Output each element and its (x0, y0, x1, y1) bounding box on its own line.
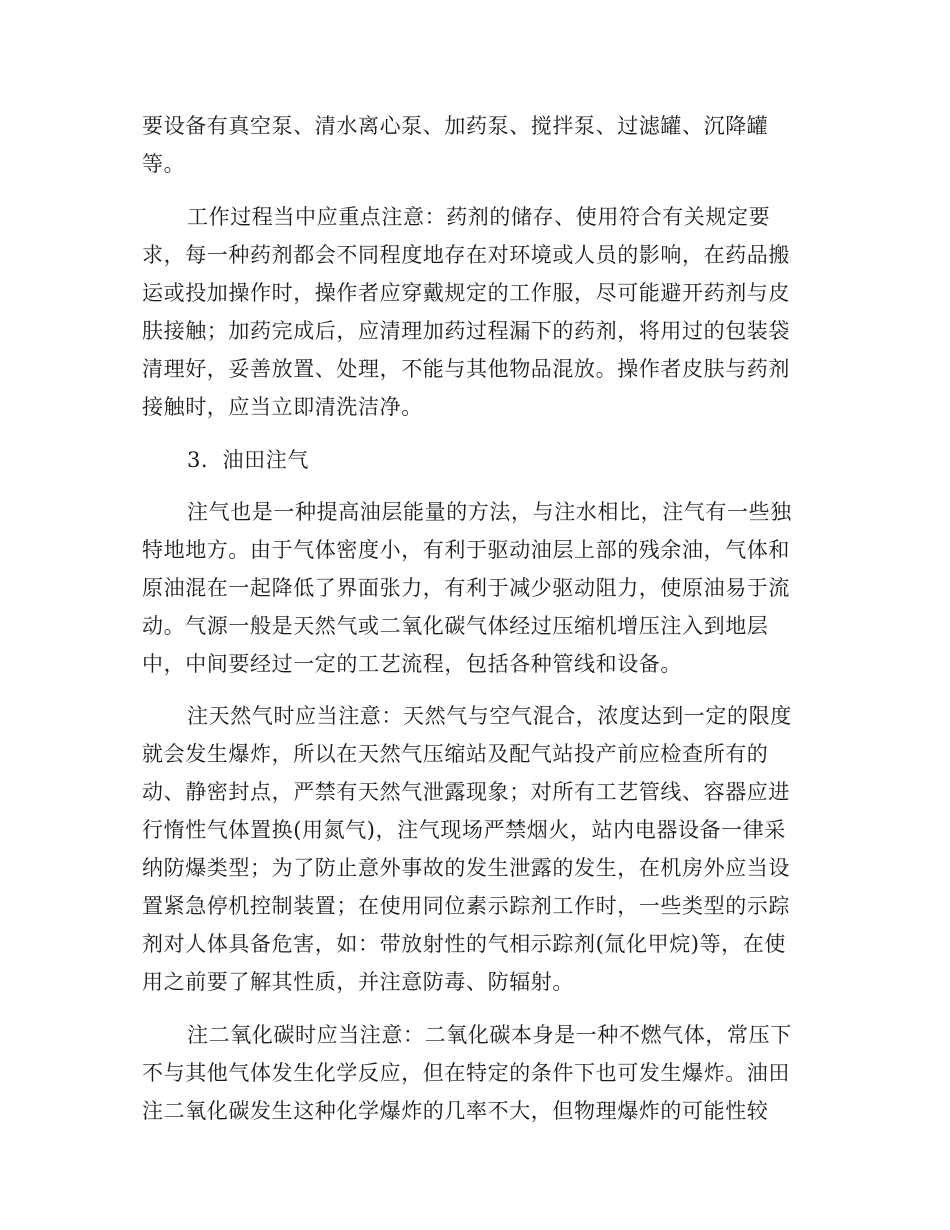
text-line: 接触时，应当立即清洗洁净。 (142, 395, 423, 419)
text-line: 要设备有真空泵、清水离心泵、加药泵、搅拌泵、过滤罐、沉降罐 (142, 114, 769, 138)
text-line: 用之前要了解其性质，并注意防毒、防辐射。 (142, 970, 574, 994)
text-line: 中，中间要经过一定的工艺流程，包括各种管线和设备。 (142, 652, 682, 676)
text-line: 等。 (142, 152, 186, 176)
text-line: 纳防爆类型；为了防止意外事故的发生泄露的发生，在机房外应当设 (142, 856, 790, 880)
text-line: 不与其他气体发生化学反应，但在特定的条件下也可发生爆炸。油田 (142, 1061, 790, 1085)
text-line: 运或投加操作时，操作者应穿戴规定的工作服，尽可能避开药剂与皮 (142, 281, 790, 305)
text-line: 原油混在一起降低了界面张力，有利于减少驱动阻力，使原油易于流 (142, 576, 790, 600)
text-line: 注二氧化碳时应当注意：二氧化碳本身是一种不燃气体，常压下 (187, 1023, 792, 1047)
text-line: 求，每一种药剂都会不同程度地存在对环境或人员的影响，在药品搬 (142, 243, 790, 267)
text-line: 动、静密封点，严禁有天然气泄露现象；对所有工艺管线、容器应进 (142, 780, 790, 804)
text-line: 剂对人体具备危害，如：带放射性的气相示踪剂(氚化甲烷)等，在使 (142, 932, 786, 956)
text-line: 工作过程当中应重点注意：药剂的储存、使用符合有关规定要 (187, 205, 771, 229)
text-line: 注天然气时应当注意：天然气与空气混合，浓度达到一定的限度 (187, 704, 792, 728)
text-line: 就会发生爆炸，所以在天然气压缩站及配气站投产前应检查所有的 (142, 742, 769, 766)
text-line: 注气也是一种提高油层能量的方法，与注水相比，注气有一些独 (187, 500, 792, 524)
text-line: 动。气源一般是天然气或二氧化碳气体经过压缩机增压注入到地层 (142, 614, 769, 638)
text-line: 行惰性气体置换(用氮气)，注气现场严禁烟火，站内电器设备一律采 (142, 818, 786, 842)
text-line: 注二氧化碳发生这种化学爆炸的几率不大，但物理爆炸的可能性较 (142, 1099, 769, 1123)
text-line: 置紧急停机控制装置；在使用同位素示踪剂工作时，一些类型的示踪 (142, 894, 790, 918)
section-heading: 3．油田注气 (187, 448, 309, 472)
text-line: 肤接触；加药完成后，应清理加药过程漏下的药剂，将用过的包装袋 (142, 319, 790, 343)
text-line: 清理好，妥善放置、处理，不能与其他物品混放。操作者皮肤与药剂 (142, 357, 790, 381)
text-line: 特地地方。由于气体密度小，有利于驱动油层上部的残余油，气体和 (142, 538, 790, 562)
